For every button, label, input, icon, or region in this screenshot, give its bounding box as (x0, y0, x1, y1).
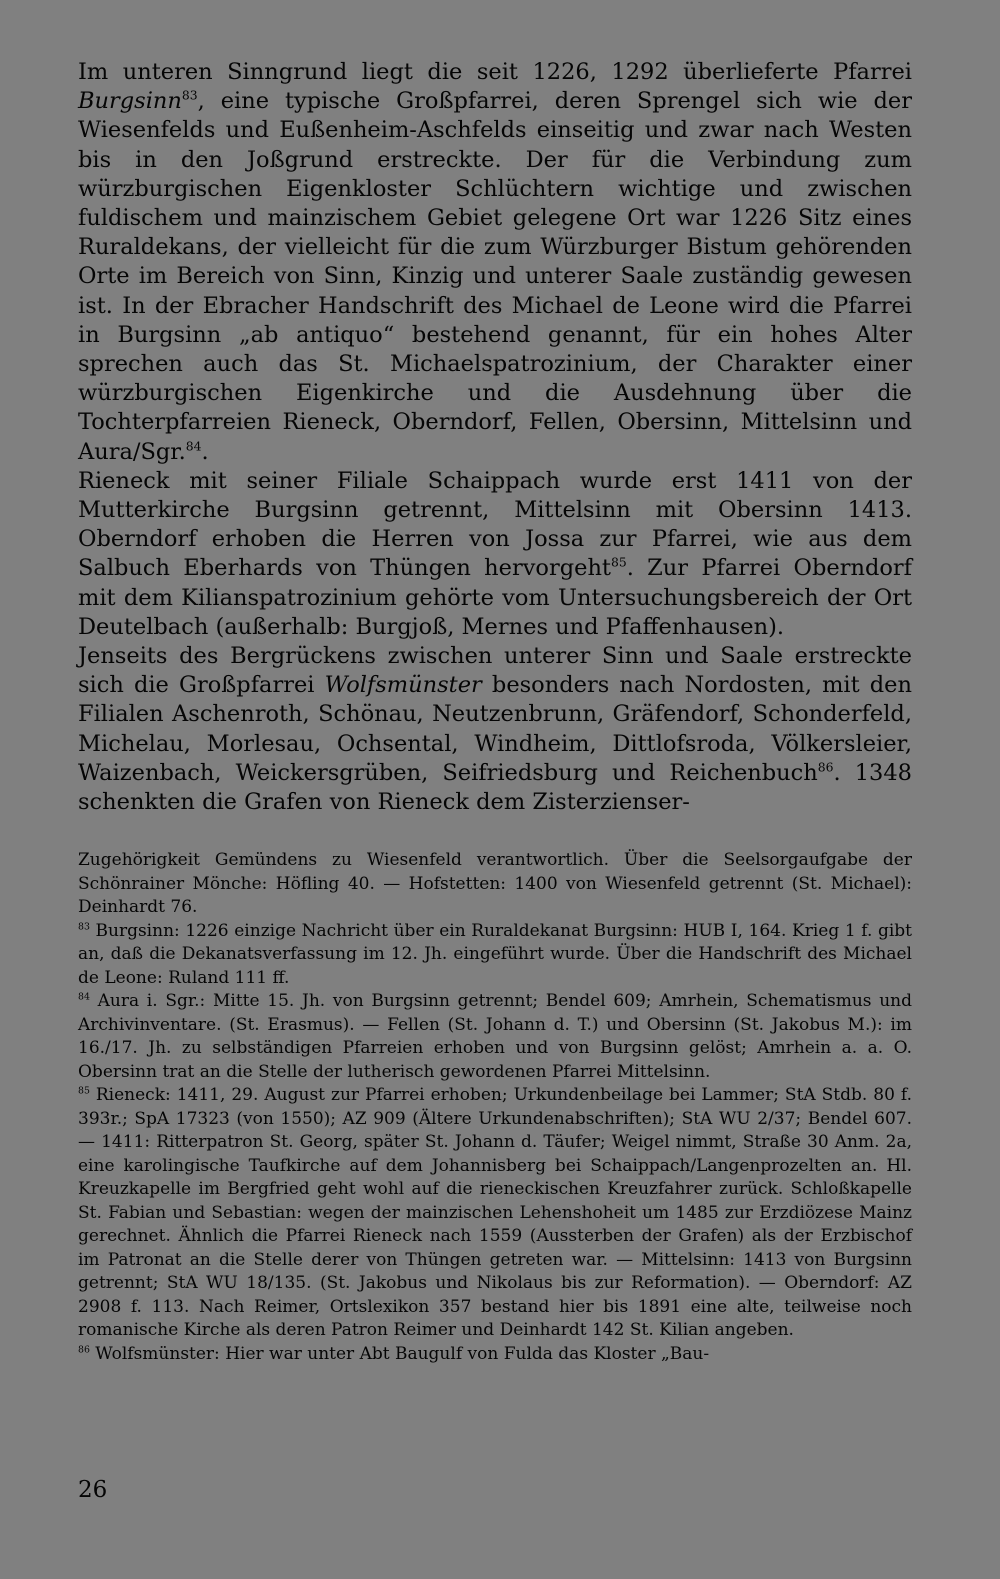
footnote-85 (78, 1084, 912, 1343)
place-name-wolfsmuenster: Wolfsmünster (324, 672, 482, 699)
footnote-number: 83 (78, 920, 90, 932)
footnote-ref-84: 84 (185, 438, 202, 453)
footnote-continued: Zugehörigkeit Gemündens zu Wiesenfeld verantwortlich. Über die Seelsorgaufgabe der Schönrainer Mönche: Höfling 40. — Hofstetten: 1400 von Wiesenfeld getrennt (St. Michael): Deinhardt 76. (78, 850, 912, 917)
text: Rieneck mit seiner Filiale Schaippach wurde erst 1411 von der Mutterkirche Burgsinn getrennt, Mittelsinn mit Obersinn 1413. Oberndorf erhoben die Herren von Jossa zur Pfarrei, wie aus dem Salbuch Eberhards von Thüngen hervorgeht (78, 467, 912, 582)
page-number: 26 (78, 1477, 108, 1503)
text: . (201, 438, 209, 465)
paragraph-rieneck (78, 467, 912, 642)
paragraph-wolfsmuenster (78, 642, 912, 817)
main-text (78, 58, 912, 817)
footnote-ref-86: 86 (817, 760, 834, 775)
text: Im unteren Sinngrund liegt die seit 1226, 1292 überlieferte Pfarrei (78, 59, 912, 85)
text: , eine typische Großpfarrei, deren Sprengel sich wie der Wiesenfelds und Eußenheim-Aschfelds einseitig und zwar nach Westen bis in den Joßgrund erstreckte. Der für die Verbindung zum würzburgischen Eigenkloster Schlüchtern wichtige und zwischen fuldischem und mainzischem Gebiet gelegene Ort war 1226 Sitz eines Ruraldekans, der vielleicht für die zum Würzburger Bistum gehörenden Orte im Bereich von Sinn, Kinzig und unterer Saale zuständig gewesen ist. In der Ebracher Handschrift des Michael de Leone wird die Pfarrei in Burgsinn „ab antiquo“ bestehend genannt, für ein hohes Alter sprechen auch das St. Michaelspatrozinium, der Charakter einer würzburgischen Eigenkirche und die Ausdehnung über die Tochterpfarreien Rieneck, Oberndorf, Fellen, Obersinn, Mittelsinn und Aura/Sgr. (78, 88, 912, 465)
paragraph-burgsinn (78, 58, 912, 467)
footnote-text: Wolfsmünster: Hier war unter Abt Baugulf von Fulda das Kloster „Bau- (89, 1343, 710, 1364)
footnote-86 (78, 1343, 912, 1367)
text: Jenseits des Bergrückens zwischen unterer Sinn und Saale erstreckte sich die Großpfarrei (78, 643, 912, 699)
footnote-text: Burgsinn: 1226 einzige Nachricht über ein Ruraldekanat Burgsinn: HUB I, 164. Krieg 1 f. gibt an, daß die Dekanatsverfassung im 12. Jh. eingeführt wurde. Über die Handschrift des Michael de Leone: Ruland 111 ff. (78, 920, 912, 988)
footnote-83 (78, 920, 912, 991)
footnote-number: 86 (78, 1343, 90, 1355)
footnote-ref-85: 85 (610, 555, 627, 570)
footnote-text: Aura i. Sgr.: Mitte 15. Jh. von Burgsinn getrennt; Bendel 609; Amrhein, Schematismus und Archivinventare. (St. Erasmus). — Fellen (St. Johann d. T.) und Obersinn (St. Jakobus M.): im 16./17. Jh. zu selbständigen Pfarreien erhoben und von Burgsinn gelöst; Amrhein a. a. O. Obersinn trat an die Stelle der lutherisch gewordenen Pfarrei Mittelsinn. (78, 991, 912, 1082)
text: . 1348 schenkten die Grafen von Rieneck dem Zisterzienser- (78, 759, 912, 816)
footnote-number: 85 (78, 1085, 90, 1097)
footnote-text: Rieneck: 1411, 29. August zur Pfarrei erhoben; Urkundenbeilage bei Lammer; StA Stdb. 80 f. 393r.; SpA 17323 (von 1550); AZ 909 (Ältere Urkundenabschriften); StA WU 2/37; Bendel 607. — 1411: Ritterpatron St. Georg, später St. Johann d. Täufer; Weigel nimmt, Straße 30 Anm. 2a, eine karolingische Taufkirche auf dem Johannisberg bei Schaippach/Langenprozelten an. Hl. Kreuzkapelle im Bergfried geht wohl auf die rieneckischen Kreuzfahrer zurück. Schloßkapelle St. Fabian und Sebastian: wegen der mainzischen Lehenshoheit um 1485 zur Erzdiözese Mainz gerechnet. Ähnlich die Pfarrei Rieneck nach 1559 (Aussterben der Grafen) als der Erzbischof im Patronat an die Stelle derer von Thüngen getreten war. — Mittelsinn: 1413 von Burgsinn getrennt; StA WU 18/135. (St. Jakobus und Nikolaus bis zur Reformation). — Oberndorf: AZ 2908 f. 113. Nach Reimer, Ortslexikon 357 bestand hier bis 1891 eine alte, teilweise noch romanische Kirche als deren Patron Reimer und Deinhardt 142 St. Kilian angeben. (78, 1085, 912, 1340)
text: . Zur Pfarrei Oberndorf mit dem Kilianspatrozinium gehörte vom Untersuchungsbereich der Ort Deutelbach (außerhalb: Burgjoß, Mernes und Pfaffenhausen). (78, 555, 912, 640)
text: besonders nach Nordosten, mit den Filialen Aschenroth, Schönau, Neutzenbrunn, Gräfendorf, Schonderfeld, Michelau, Morlesau, Ochsental, Windheim, Dittlofsroda, Völkersleier, Waizenbach, Weickersgrüben, Seifriedsburg und Reichenbuch (78, 672, 912, 786)
footnote-number: 84 (78, 991, 90, 1003)
footnote-84 (78, 990, 912, 1084)
footnote-ref-83: 83 (181, 88, 198, 103)
footnotes (78, 849, 912, 1366)
place-name-burgsinn: Burgsinn (78, 88, 182, 115)
